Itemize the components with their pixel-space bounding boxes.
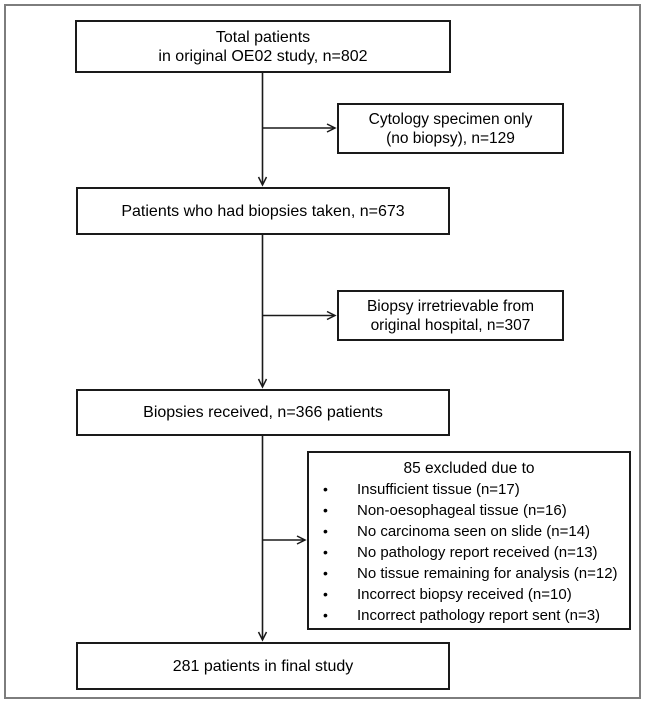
excluded-item: [309, 521, 629, 542]
bullet-icon: •: [323, 481, 328, 497]
excluded-item-text: Incorrect pathology report sent (n=3): [357, 607, 601, 624]
bullet-icon: •: [323, 523, 328, 539]
excluded-item: [309, 563, 629, 584]
bullet-icon: •: [323, 607, 328, 623]
box-cytology-only-line1: Cytology specimen only: [368, 110, 533, 128]
bullet-icon: •: [323, 565, 328, 581]
box-biopsy-irretrievable-line2: original hospital, n=307: [370, 316, 531, 334]
bullet-icon: •: [323, 544, 328, 560]
box-total-patients-line2: in original OE02 study, n=802: [158, 47, 368, 65]
box-biopsies-received-label: Biopsies received, n=366 patients: [143, 404, 383, 421]
box-total-patients-line1: Total patients: [215, 28, 311, 46]
box-biopsies-received: [76, 389, 450, 436]
excluded-item: [309, 542, 629, 563]
excluded-item-text: Insufficient tissue (n=17): [357, 481, 520, 498]
box-final-study-label: 281 patients in final study: [172, 657, 354, 675]
box-cytology-only: [337, 103, 564, 154]
box-biopsy-irretrievable-line1: Biopsy irretrievable from: [366, 297, 535, 315]
excluded-item-text: No pathology report received (n=13): [357, 544, 598, 561]
excluded-item: [309, 500, 629, 521]
excluded-item: [309, 479, 629, 500]
box-cytology-only-line2: (no biopsy), n=129: [386, 129, 515, 147]
box-total-patients: [75, 20, 451, 73]
excluded-title: 85 excluded due to: [403, 460, 535, 477]
box-excluded-reasons: [307, 451, 631, 630]
excluded-item: [309, 605, 629, 626]
excluded-item-text: No carcinoma seen on slide (n=14): [357, 523, 591, 540]
box-biopsies-taken-label: Patients who had biopsies taken, n=673: [121, 202, 405, 220]
bullet-icon: •: [323, 502, 328, 518]
excluded-item: [309, 584, 629, 605]
excluded-item-text: Incorrect biopsy received (n=10): [357, 586, 572, 603]
bullet-icon: •: [323, 586, 328, 602]
excluded-item-text: Non-oesophageal tissue (n=16): [357, 502, 567, 519]
box-biopsy-irretrievable: [337, 290, 564, 341]
excluded-item-text: No tissue remaining for analysis (n=12): [357, 565, 618, 582]
box-final-study: [76, 642, 450, 690]
box-biopsies-taken: [76, 187, 450, 235]
